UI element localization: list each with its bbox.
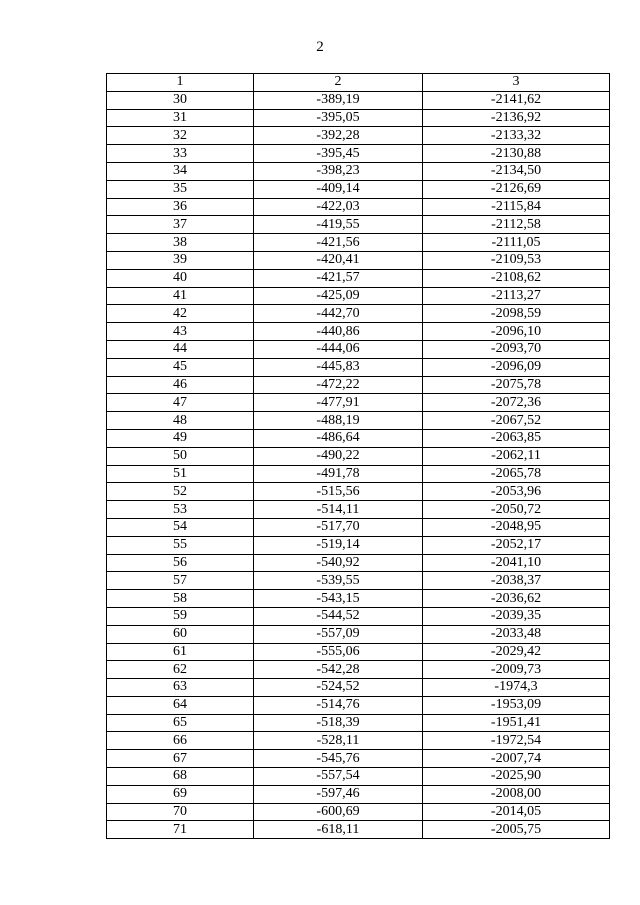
table-cell-col-2: -490,22 <box>254 447 423 465</box>
table-row <box>107 412 610 430</box>
table-row <box>107 732 610 750</box>
table-cell-col-1: 51 <box>107 465 254 483</box>
table-cell-col-3: -2072,36 <box>423 394 610 412</box>
table-cell-col-1: 64 <box>107 696 254 714</box>
table-cell-col-1: 38 <box>107 234 254 252</box>
table-row <box>107 269 610 287</box>
table-cell-col-3: -2033,48 <box>423 625 610 643</box>
table-row <box>107 394 610 412</box>
table-cell-col-2: -518,39 <box>254 714 423 732</box>
table-cell-col-1: 49 <box>107 429 254 447</box>
table-cell-col-2: -488,19 <box>254 412 423 430</box>
table-row <box>107 750 610 768</box>
header-row <box>107 74 610 92</box>
table-cell-col-1: 69 <box>107 785 254 803</box>
table-cell-col-2: -517,70 <box>254 518 423 536</box>
table-cell-col-2: -398,23 <box>254 162 423 180</box>
table-header <box>107 74 610 92</box>
table-cell-col-1: 66 <box>107 732 254 750</box>
table-cell-col-2: -515,56 <box>254 483 423 501</box>
table-row <box>107 465 610 483</box>
table-row <box>107 251 610 269</box>
table-cell-col-2: -395,05 <box>254 109 423 127</box>
column-header-3: 3 <box>423 74 610 92</box>
table-cell-col-3: -2113,27 <box>423 287 610 305</box>
table-cell-col-3: -2126,69 <box>423 180 610 198</box>
table-cell-col-2: -555,06 <box>254 643 423 661</box>
table-cell-col-2: -543,15 <box>254 590 423 608</box>
table-row <box>107 590 610 608</box>
table-cell-col-2: -444,06 <box>254 340 423 358</box>
table-cell-col-1: 41 <box>107 287 254 305</box>
table-cell-col-2: -425,09 <box>254 287 423 305</box>
table-row <box>107 607 610 625</box>
table-row <box>107 376 610 394</box>
table-cell-col-3: -2098,59 <box>423 305 610 323</box>
table-cell-col-2: -421,56 <box>254 234 423 252</box>
table-cell-col-3: -1972,54 <box>423 732 610 750</box>
table-cell-col-2: -557,54 <box>254 768 423 786</box>
table-cell-col-3: -1953,09 <box>423 696 610 714</box>
table-row <box>107 768 610 786</box>
table-row <box>107 287 610 305</box>
table-cell-col-3: -2025,90 <box>423 768 610 786</box>
table-cell-col-1: 45 <box>107 358 254 376</box>
table-row <box>107 643 610 661</box>
table-cell-col-1: 60 <box>107 625 254 643</box>
table-cell-col-1: 59 <box>107 607 254 625</box>
table-cell-col-3: -2007,74 <box>423 750 610 768</box>
table-cell-col-3: -2048,95 <box>423 518 610 536</box>
table-cell-col-1: 43 <box>107 323 254 341</box>
table-row <box>107 145 610 163</box>
table-cell-col-2: -422,03 <box>254 198 423 216</box>
table-cell-col-3: -2075,78 <box>423 376 610 394</box>
table-cell-col-2: -421,57 <box>254 269 423 287</box>
table-cell-col-3: -1974,3 <box>423 679 610 697</box>
table-cell-col-2: -540,92 <box>254 554 423 572</box>
table-row <box>107 323 610 341</box>
table-row <box>107 536 610 554</box>
table-cell-col-3: -2067,52 <box>423 412 610 430</box>
table-row <box>107 696 610 714</box>
table-cell-col-1: 50 <box>107 447 254 465</box>
table-cell-col-1: 36 <box>107 198 254 216</box>
page-number: 2 <box>316 39 324 55</box>
table-cell-col-3: -2136,92 <box>423 109 610 127</box>
table-cell-col-3: -2111,05 <box>423 234 610 252</box>
table-cell-col-3: -2036,62 <box>423 590 610 608</box>
table-cell-col-1: 62 <box>107 661 254 679</box>
table-cell-col-2: -519,14 <box>254 536 423 554</box>
table-row <box>107 216 610 234</box>
table-cell-col-3: -2041,10 <box>423 554 610 572</box>
table-cell-col-2: -514,76 <box>254 696 423 714</box>
table-cell-col-3: -2130,88 <box>423 145 610 163</box>
table-row <box>107 714 610 732</box>
table-cell-col-3: -2112,58 <box>423 216 610 234</box>
table-cell-col-1: 32 <box>107 127 254 145</box>
table-cell-col-3: -2065,78 <box>423 465 610 483</box>
table-cell-col-2: -477,91 <box>254 394 423 412</box>
table-cell-col-2: -486,64 <box>254 429 423 447</box>
table-cell-col-1: 39 <box>107 251 254 269</box>
table-cell-col-1: 44 <box>107 340 254 358</box>
table-cell-col-2: -491,78 <box>254 465 423 483</box>
table-row <box>107 162 610 180</box>
table-cell-col-1: 61 <box>107 643 254 661</box>
table-cell-col-1: 54 <box>107 518 254 536</box>
table-row <box>107 91 610 109</box>
column-header-1: 1 <box>107 74 254 92</box>
table-row <box>107 803 610 821</box>
table-cell-col-3: -2096,09 <box>423 358 610 376</box>
table-row <box>107 429 610 447</box>
table-row <box>107 679 610 697</box>
table-cell-col-2: -557,09 <box>254 625 423 643</box>
table-cell-col-2: -539,55 <box>254 572 423 590</box>
table-cell-col-1: 65 <box>107 714 254 732</box>
table-cell-col-2: -442,70 <box>254 305 423 323</box>
table-cell-col-2: -392,28 <box>254 127 423 145</box>
table-cell-col-3: -2096,10 <box>423 323 610 341</box>
table-cell-col-2: -419,55 <box>254 216 423 234</box>
table-cell-col-2: -542,28 <box>254 661 423 679</box>
table-row <box>107 483 610 501</box>
table-row <box>107 501 610 519</box>
table-row <box>107 234 610 252</box>
table-cell-col-3: -2005,75 <box>423 821 610 839</box>
table-cell-col-3: -2109,53 <box>423 251 610 269</box>
table-cell-col-1: 46 <box>107 376 254 394</box>
table-cell-col-3: -2008,00 <box>423 785 610 803</box>
table-cell-col-1: 71 <box>107 821 254 839</box>
table-row <box>107 198 610 216</box>
table-cell-col-1: 67 <box>107 750 254 768</box>
table-cell-col-1: 55 <box>107 536 254 554</box>
table-cell-col-1: 68 <box>107 768 254 786</box>
table-cell-col-2: -389,19 <box>254 91 423 109</box>
table-cell-col-2: -395,45 <box>254 145 423 163</box>
table-cell-col-3: -2029,42 <box>423 643 610 661</box>
table-cell-col-3: -2053,96 <box>423 483 610 501</box>
table-cell-col-3: -2115,84 <box>423 198 610 216</box>
column-header-2: 2 <box>254 74 423 92</box>
table-cell-col-1: 48 <box>107 412 254 430</box>
table-row <box>107 340 610 358</box>
table-cell-col-3: -2134,50 <box>423 162 610 180</box>
table-row <box>107 305 610 323</box>
table-row <box>107 661 610 679</box>
table-cell-col-2: -420,41 <box>254 251 423 269</box>
table-cell-col-1: 70 <box>107 803 254 821</box>
table-cell-col-1: 30 <box>107 91 254 109</box>
table-cell-col-3: -2108,62 <box>423 269 610 287</box>
table-cell-col-3: -2093,70 <box>423 340 610 358</box>
table-cell-col-3: -2062,11 <box>423 447 610 465</box>
table-cell-col-2: -528,11 <box>254 732 423 750</box>
table-row <box>107 127 610 145</box>
table-cell-col-3: -2038,37 <box>423 572 610 590</box>
table-cell-col-2: -440,86 <box>254 323 423 341</box>
table-cell-col-2: -409,14 <box>254 180 423 198</box>
table-cell-col-3: -2052,17 <box>423 536 610 554</box>
table-cell-col-3: -1951,41 <box>423 714 610 732</box>
table-cell-col-1: 47 <box>107 394 254 412</box>
table-cell-col-1: 57 <box>107 572 254 590</box>
table-cell-col-3: -2014,05 <box>423 803 610 821</box>
table-cell-col-1: 56 <box>107 554 254 572</box>
table-row <box>107 572 610 590</box>
table-cell-col-2: -445,83 <box>254 358 423 376</box>
table-row <box>107 785 610 803</box>
table-cell-col-1: 63 <box>107 679 254 697</box>
table-cell-col-1: 42 <box>107 305 254 323</box>
table-cell-col-2: -524,52 <box>254 679 423 697</box>
table-cell-col-3: -2050,72 <box>423 501 610 519</box>
table-row <box>107 518 610 536</box>
table-cell-col-1: 53 <box>107 501 254 519</box>
table-cell-col-2: -600,69 <box>254 803 423 821</box>
table-cell-col-2: -544,52 <box>254 607 423 625</box>
table-cell-col-1: 40 <box>107 269 254 287</box>
table-cell-col-1: 33 <box>107 145 254 163</box>
table-cell-col-3: -2141,62 <box>423 91 610 109</box>
table-row <box>107 358 610 376</box>
table-cell-col-2: -618,11 <box>254 821 423 839</box>
table-cell-col-2: -514,11 <box>254 501 423 519</box>
table-cell-col-3: -2009,73 <box>423 661 610 679</box>
table-cell-col-1: 58 <box>107 590 254 608</box>
table-body <box>107 91 610 838</box>
data-table <box>106 73 610 839</box>
table-cell-col-1: 31 <box>107 109 254 127</box>
table-row <box>107 821 610 839</box>
table-cell-col-1: 35 <box>107 180 254 198</box>
table-row <box>107 180 610 198</box>
table-cell-col-1: 37 <box>107 216 254 234</box>
table-row <box>107 447 610 465</box>
table-cell-col-1: 34 <box>107 162 254 180</box>
table-row <box>107 625 610 643</box>
table-cell-col-2: -472,22 <box>254 376 423 394</box>
table-cell-col-3: -2133,32 <box>423 127 610 145</box>
table-cell-col-2: -545,76 <box>254 750 423 768</box>
table-cell-col-3: -2063,85 <box>423 429 610 447</box>
table-cell-col-2: -597,46 <box>254 785 423 803</box>
table-row <box>107 109 610 127</box>
table-cell-col-3: -2039,35 <box>423 607 610 625</box>
table-cell-col-1: 52 <box>107 483 254 501</box>
table-row <box>107 554 610 572</box>
